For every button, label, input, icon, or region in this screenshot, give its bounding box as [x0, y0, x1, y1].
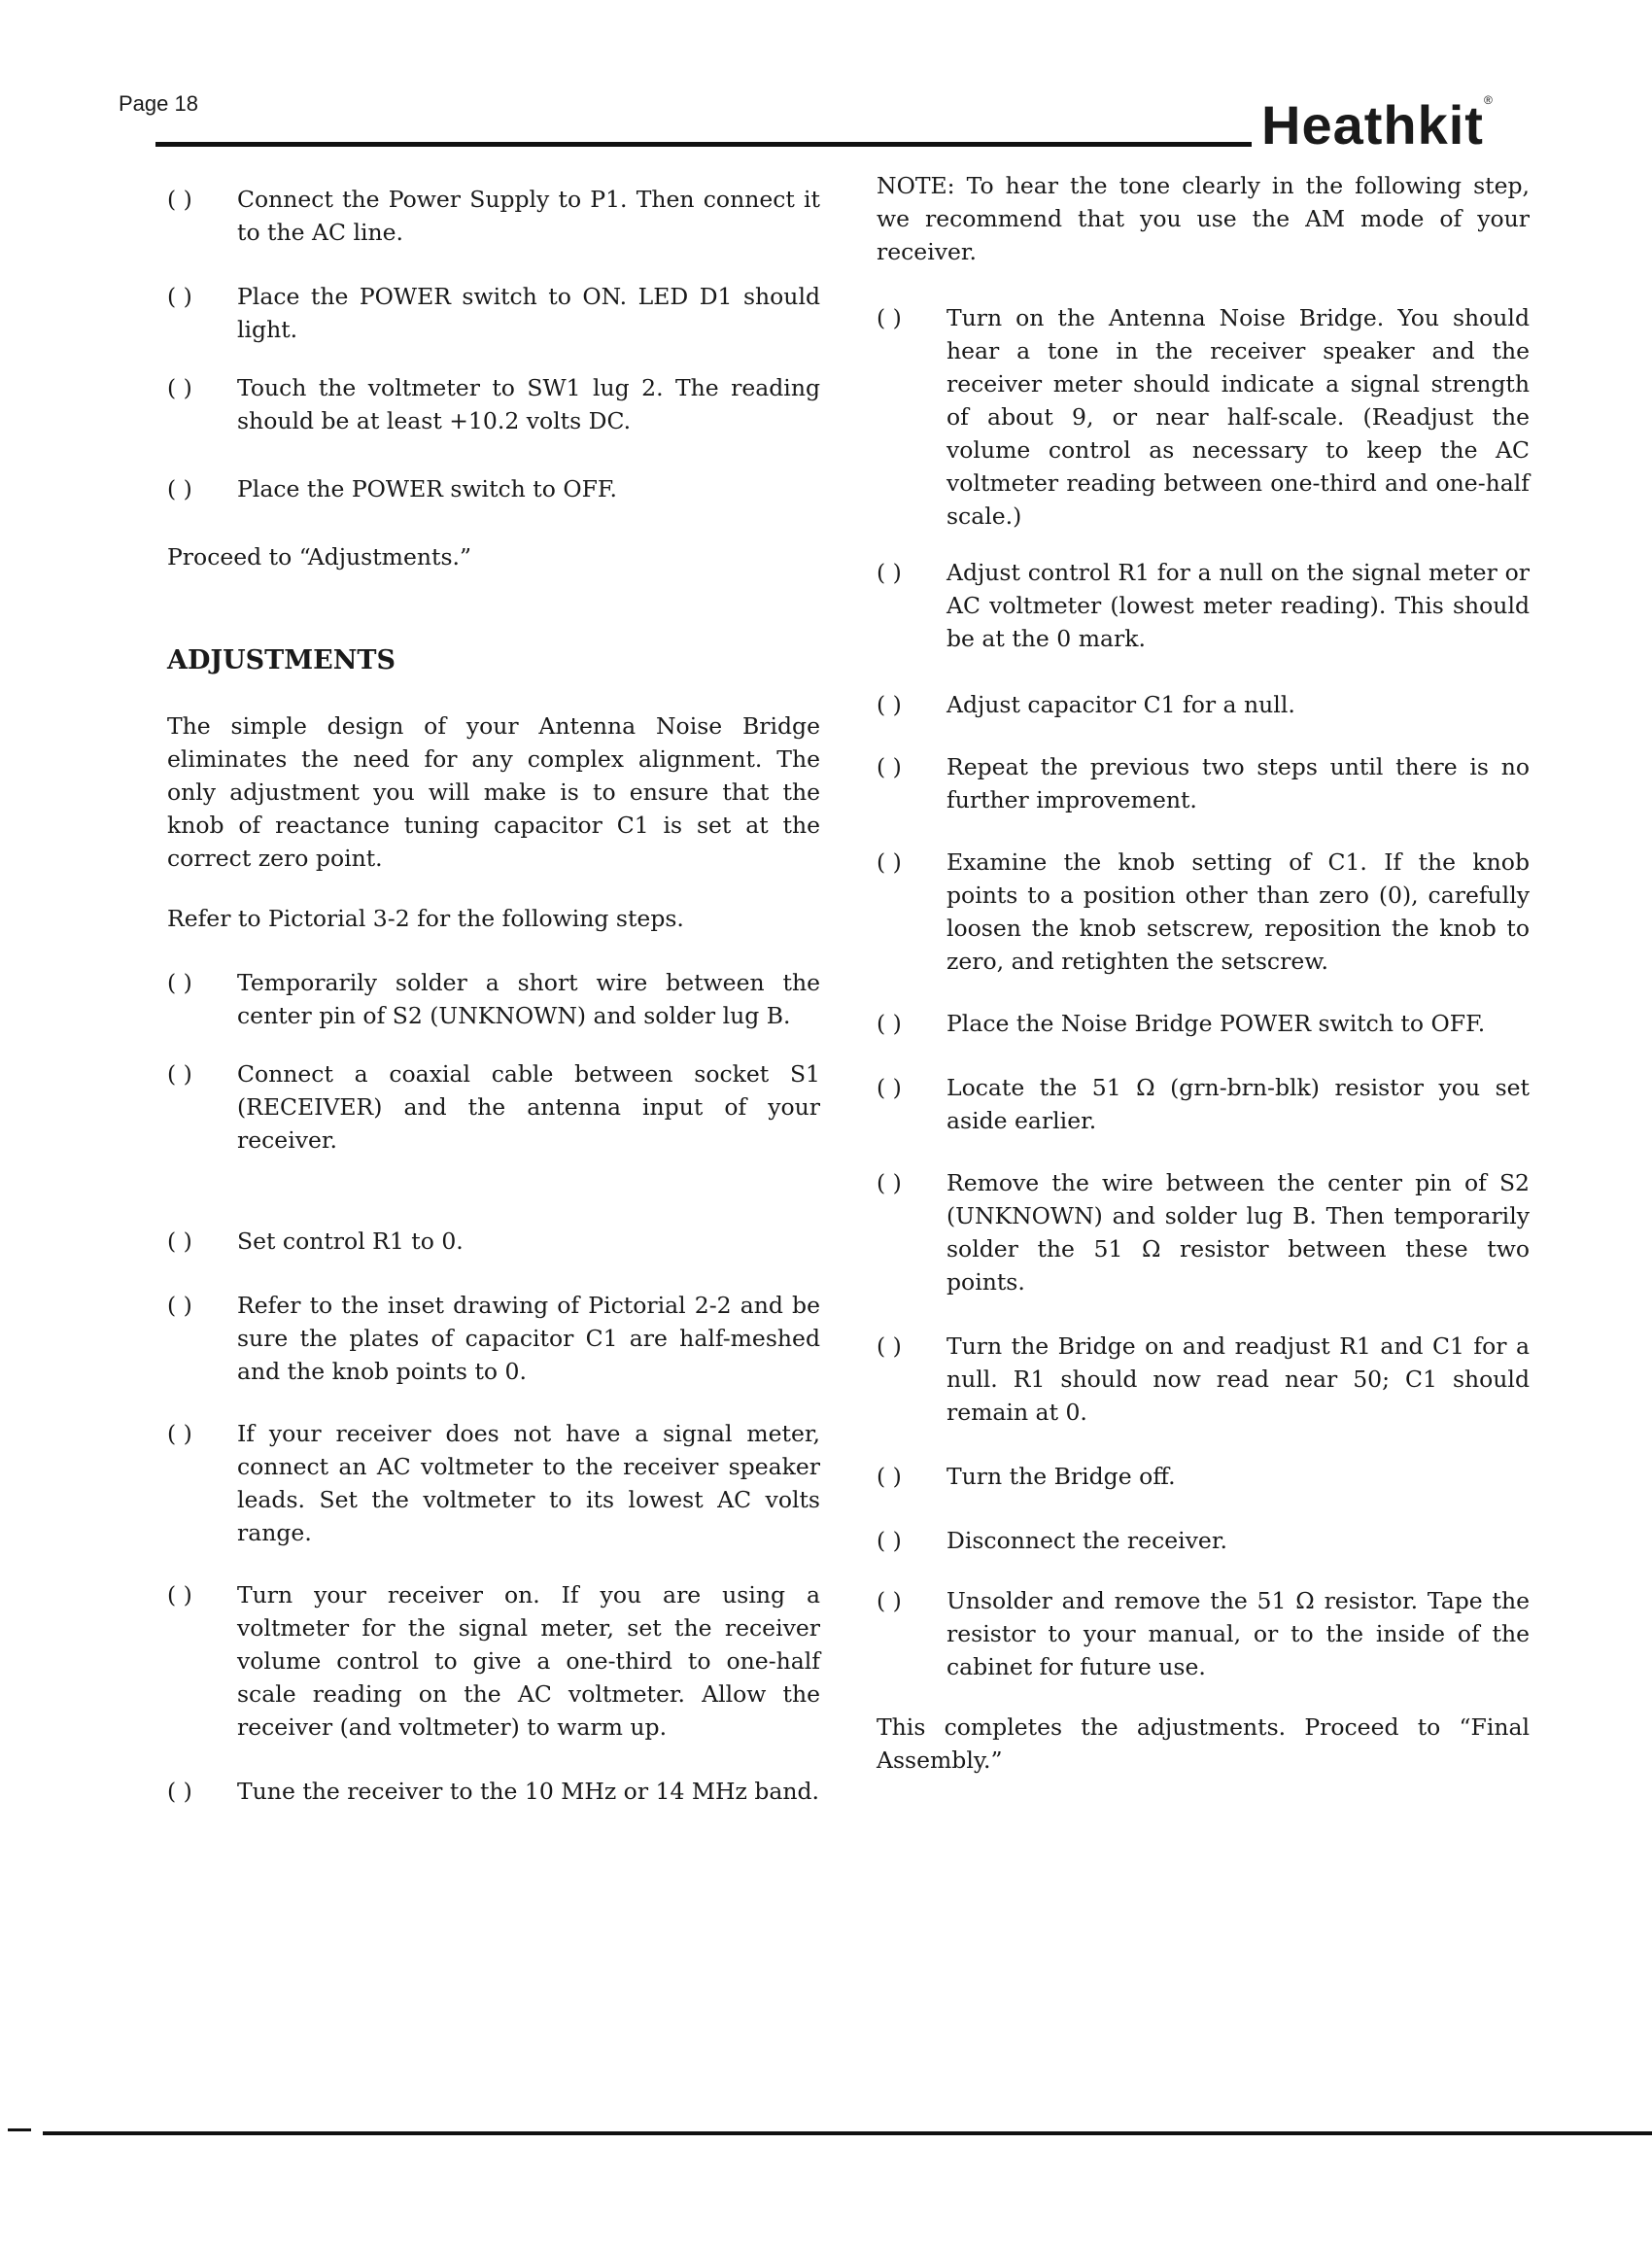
checklist-step [877, 1166, 1530, 1298]
step-text: Place the POWER switch to ON. LED D1 should light. [237, 283, 820, 343]
step-checkbox[interactable]: ( ) [167, 1778, 192, 1805]
checklist-step [877, 1007, 1530, 1040]
proceed-text: Proceed to “Adjustments.” [167, 543, 471, 571]
step-text: Disconnect the receiver. [946, 1527, 1227, 1554]
checklist-step [877, 846, 1530, 978]
step-checkbox[interactable]: ( ) [167, 186, 192, 213]
step-checkbox[interactable]: ( ) [167, 374, 192, 401]
refer-text: Refer to Pictorial 3-2 for the following steps. [167, 905, 684, 932]
note-paragraph: NOTE: To hear the tone clearly in the following step, we recommend that you use the AM mode of your receiver. [877, 172, 1530, 265]
step-text: Adjust capacitor C1 for a null. [946, 691, 1295, 718]
step-checkbox[interactable]: ( ) [877, 1527, 902, 1554]
step-text: Remove the wire between the center pin of S2 (UNKNOWN) and solder lug B. Then temporarily solder the 51 Ω resistor between these two points. [946, 1169, 1530, 1296]
step-text: Set control R1 to 0. [237, 1228, 464, 1255]
page-number: Page 18 [119, 91, 198, 116]
step-checkbox[interactable]: ( ) [877, 1169, 902, 1196]
step-checkbox[interactable]: ( ) [877, 753, 902, 780]
step-checkbox[interactable]: ( ) [877, 691, 902, 718]
step-text: Temporarily solder a short wire between the center pin of S2 (UNKNOWN) and solder lug B. [237, 969, 820, 1029]
checklist-step [167, 1578, 820, 1744]
header-rule [155, 142, 1252, 147]
step-text: Tune the receiver to the 10 MHz or 14 MHz band. [237, 1778, 820, 1805]
step-checkbox[interactable]: ( ) [167, 1060, 192, 1088]
step-text: Connect a coaxial cable between socket S1 (RECEIVER) and the antenna input of your receiver. [237, 1060, 820, 1154]
checklist-step [167, 1775, 820, 1808]
footer-rule [43, 2131, 1652, 2135]
step-checkbox[interactable]: ( ) [167, 1420, 192, 1447]
footer-mark [8, 2128, 31, 2131]
checklist-step [167, 280, 820, 346]
step-checkbox[interactable]: ( ) [877, 304, 902, 331]
step-checkbox[interactable]: ( ) [877, 1332, 902, 1360]
step-checkbox[interactable]: ( ) [877, 559, 902, 586]
step-text: Refer to the inset drawing of Pictorial 2-2 and be sure the plates of capacitor C1 are half-meshed and the knob points to 0. [237, 1292, 820, 1385]
brand-logo [1261, 93, 1494, 156]
registered-mark: ® [1483, 93, 1494, 107]
brand-name: Heathkit [1261, 94, 1484, 156]
checklist-step [167, 1057, 820, 1157]
checklist-step [877, 1460, 1530, 1493]
checklist-step [877, 1524, 1530, 1557]
checklist-step [167, 1225, 820, 1258]
section-heading: ADJUSTMENTS [167, 645, 396, 675]
step-checkbox[interactable]: ( ) [877, 848, 902, 876]
step-text: Repeat the previous two steps until there is no further improvement. [946, 753, 1530, 813]
step-text: Turn your receiver on. If you are using a voltmeter for the signal meter, set the receiver volume control to give a one-third to one-half scale reading on the AC voltmeter. Allow the receiver (and voltmeter) to warm up. [237, 1581, 820, 1741]
step-text: Touch the voltmeter to SW1 lug 2. The reading should be at least +10.2 volts DC. [237, 374, 820, 434]
step-text: Turn the Bridge off. [946, 1463, 1176, 1490]
step-text: Place the POWER switch to OFF. [237, 475, 618, 502]
step-text: Connect the Power Supply to P1. Then connect it to the AC line. [237, 186, 820, 246]
checklist-step [877, 1330, 1530, 1429]
checklist-step [167, 966, 820, 1032]
step-text: Turn the Bridge on and readjust R1 and C1 for a null. R1 should now read near 50; C1 should remain at 0. [946, 1332, 1530, 1426]
step-text: Unsolder and remove the 51 Ω resistor. Tape the resistor to your manual, or to the inside of the cabinet for future use. [946, 1587, 1530, 1680]
step-checkbox[interactable]: ( ) [877, 1463, 902, 1490]
checklist-step [167, 183, 820, 249]
checklist-step [877, 556, 1530, 655]
checklist-step [877, 1071, 1530, 1137]
step-text: Turn on the Antenna Noise Bridge. You should hear a tone in the receiver speaker and the receiver meter should indicate a signal strength of about 9, or near half-scale. (Readjust the volume control as necessary to keep the AC voltmeter reading between one-third and one-half scale.) [946, 304, 1530, 530]
step-text: If your receiver does not have a signal meter, connect an AC voltmeter to the receiver speaker leads. Set the voltmeter to its lowest AC volts range. [237, 1420, 820, 1546]
step-checkbox[interactable]: ( ) [167, 969, 192, 996]
checklist-step [167, 472, 820, 505]
step-checkbox[interactable]: ( ) [167, 1228, 192, 1255]
step-text: Examine the knob setting of C1. If the knob points to a position other than zero (0), carefully loosen the knob setscrew, reposition the knob to zero, and retighten the setscrew. [946, 848, 1530, 975]
step-checkbox[interactable]: ( ) [167, 1292, 192, 1319]
checklist-step [167, 1417, 820, 1549]
checklist-step [877, 688, 1530, 721]
checklist-step [167, 1289, 820, 1388]
step-checkbox[interactable]: ( ) [877, 1074, 902, 1101]
step-checkbox[interactable]: ( ) [877, 1587, 902, 1614]
checklist-step [877, 1584, 1530, 1683]
step-checkbox[interactable]: ( ) [167, 1581, 192, 1608]
step-text: Adjust control R1 for a null on the signal meter or AC voltmeter (lowest meter reading). This should be at the 0 mark. [946, 559, 1530, 652]
closing-paragraph: This completes the adjustments. Proceed to “Final Assembly.” [877, 1713, 1530, 1774]
checklist-step [167, 371, 820, 437]
checklist-step [877, 301, 1530, 533]
step-checkbox[interactable]: ( ) [877, 1010, 902, 1037]
checklist-step [877, 750, 1530, 816]
step-checkbox[interactable]: ( ) [167, 475, 192, 502]
step-text: Locate the 51 Ω (grn-brn-blk) resistor you set aside earlier. [946, 1074, 1530, 1134]
step-checkbox[interactable]: ( ) [167, 283, 192, 310]
intro-paragraph: The simple design of your Antenna Noise Bridge eliminates the need for any complex alignment. The only adjustment you will make is to ensure that the knob of reactance tuning capacitor C1 is set at the correct zero point. [167, 712, 820, 872]
step-text: Place the Noise Bridge POWER switch to OFF. [946, 1010, 1486, 1037]
